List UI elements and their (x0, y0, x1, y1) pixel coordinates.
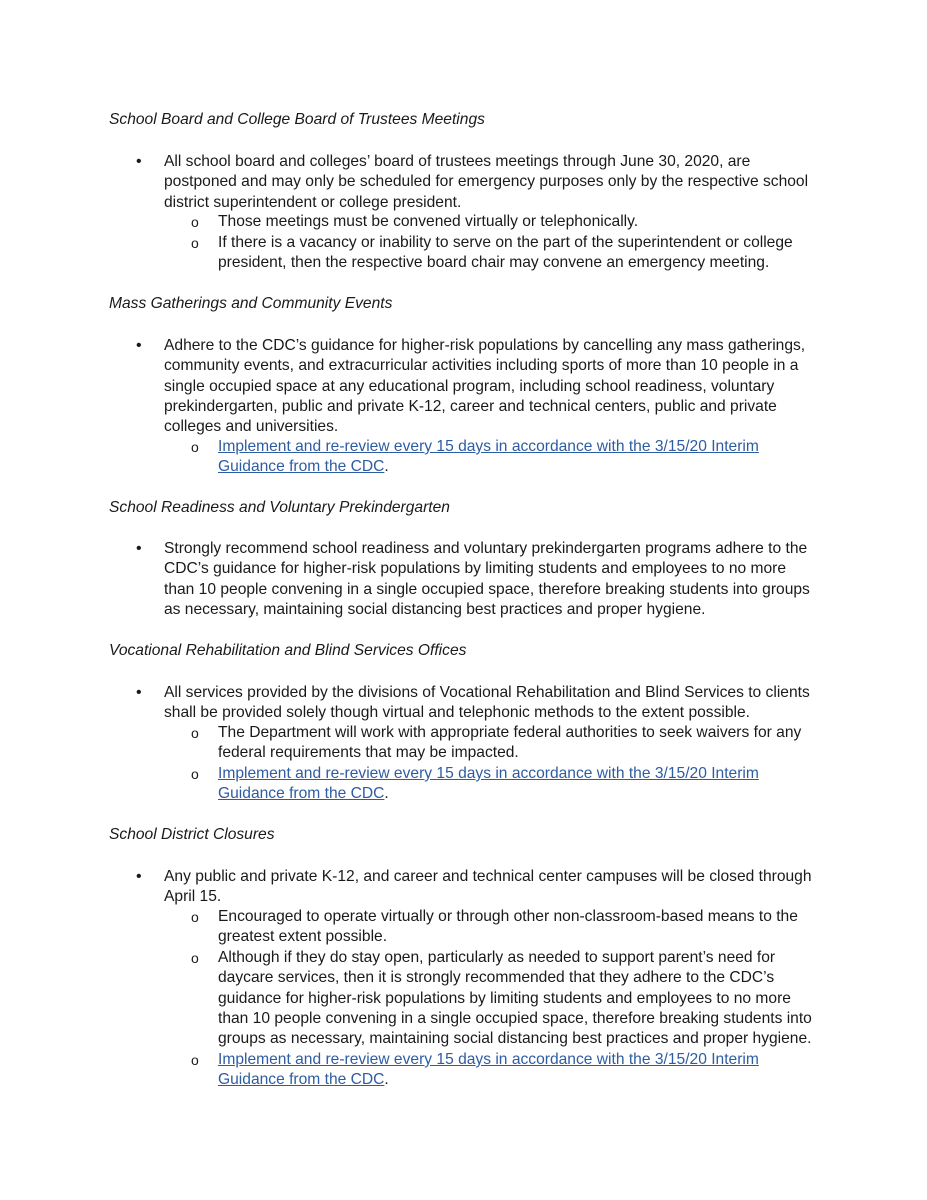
bullet-text: Any public and private K-12, and career and technical center campuses will be closed through April 15. (164, 868, 812, 906)
section-heading: School District Closures (109, 826, 275, 843)
sub-bullet-marker: o (191, 214, 199, 230)
section-heading: Vocational Rehabilitation and Blind Services Offices (109, 642, 467, 659)
bullet-text: Adhere to the CDC’s guidance for higher-risk populations by cancelling any mass gatherings, community events, and extracurricular activities including sports of more than 10 people in a single occupied space at any educational program, including school readiness, voluntary prekindergarten, public and private K-12, career and technical centers, public and private colleges and universities. (164, 337, 806, 436)
sub-bullet-text (218, 764, 816, 805)
sub-bullet-marker: o (191, 439, 199, 455)
link-suffix: . (384, 458, 389, 476)
bullet-marker: • (136, 684, 142, 701)
sub-bullet-text (218, 437, 816, 478)
cdc-guidance-link[interactable]: Implement and re-review every 15 days in accordance with the 3/15/20 Interim Guidance from the CDC (218, 438, 759, 476)
sub-bullet-marker: o (191, 766, 199, 782)
sub-bullet-marker: o (191, 950, 199, 966)
bullet-marker: • (136, 153, 142, 170)
sub-bullet-text: Although if they do stay open, particularly as needed to support parent’s need for daycare services, then it is strongly recommended that they adhere to the CDC’s guidance for higher-risk populations by limiting students and employees to no more than 10 people convening in a single occupied space, therefore breaking students into groups as necessary, maintaining social distancing best practices and proper hygiene. (218, 949, 812, 1048)
link-suffix: . (384, 785, 389, 803)
sub-bullet-text (218, 1050, 816, 1091)
cdc-guidance-link[interactable]: Implement and re-review every 15 days in accordance with the 3/15/20 Interim Guidance from the CDC (218, 1051, 759, 1089)
section-heading: Mass Gatherings and Community Events (109, 295, 393, 312)
sub-bullet-marker: o (191, 909, 199, 925)
section-heading: School Readiness and Voluntary Prekindergarten (109, 499, 450, 516)
sub-bullet-text: Those meetings must be convened virtually or telephonically. (218, 213, 639, 230)
link-suffix: . (384, 1071, 389, 1089)
bullet-text: Strongly recommend school readiness and voluntary prekindergarten programs adhere to the CDC’s guidance for higher-risk populations by limiting students and employees to no more than 10 people convening in a single occupied space, therefore breaking students into groups as necessary, maintaining social distancing best practices and proper hygiene. (164, 540, 810, 618)
sub-bullet-marker: o (191, 1052, 199, 1068)
bullet-marker: • (136, 337, 142, 354)
bullet-marker: • (136, 540, 142, 557)
sub-bullet-marker: o (191, 235, 199, 251)
sub-bullet-text: The Department will work with appropriate federal authorities to seek waivers for any federal requirements that may be impacted. (218, 724, 802, 762)
section-heading: School Board and College Board of Trustees Meetings (109, 111, 485, 128)
bullet-text: All school board and colleges’ board of trustees meetings through June 30, 2020, are postponed and may only be scheduled for emergency purposes only by the respective school district superintendent or college president. (164, 153, 809, 211)
bullet-text: All services provided by the divisions of Vocational Rehabilitation and Blind Services to clients shall be provided solely though virtual and telephonic methods to the extent possible. (164, 684, 810, 722)
sub-bullet-text: If there is a vacancy or inability to serve on the part of the superintendent or college president, then the respective board chair may convene an emergency meeting. (218, 234, 793, 272)
bullet-marker: • (136, 868, 142, 885)
sub-bullet-text: Encouraged to operate virtually or through other non-classroom-based means to the greatest extent possible. (218, 908, 798, 946)
sub-bullet-marker: o (191, 725, 199, 741)
cdc-guidance-link[interactable]: Implement and re-review every 15 days in accordance with the 3/15/20 Interim Guidance from the CDC (218, 765, 759, 803)
